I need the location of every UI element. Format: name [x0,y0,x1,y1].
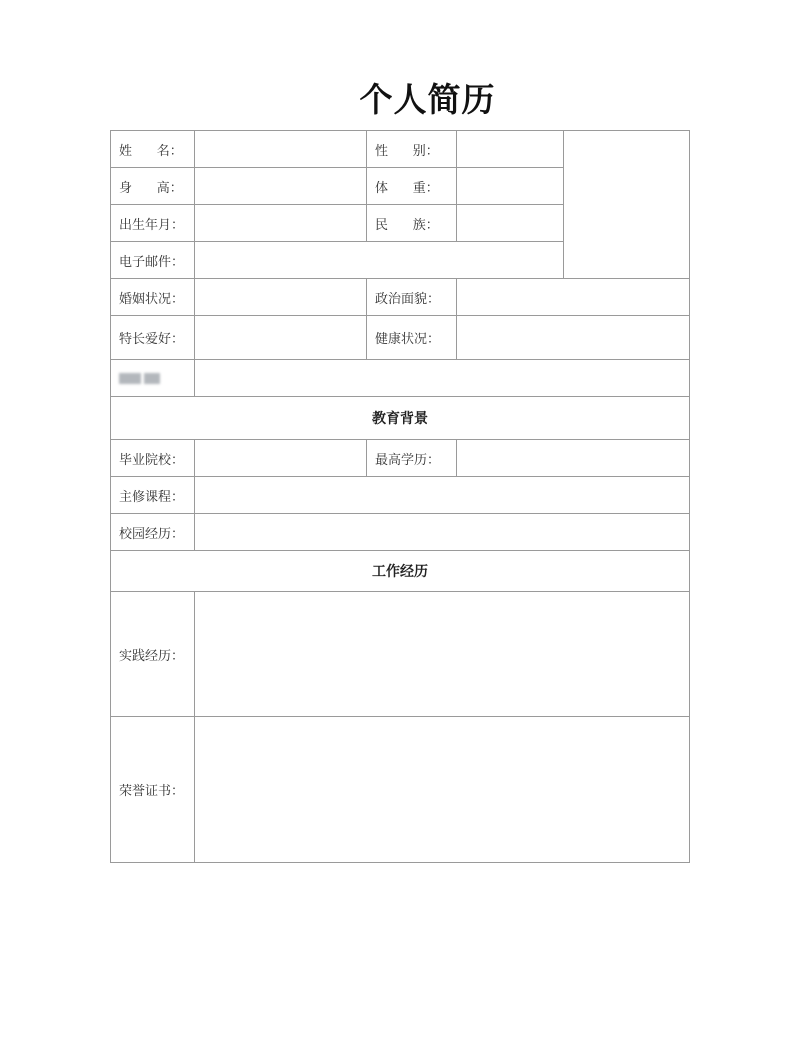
health-label: 健康状况： [366,315,457,360]
political-label: 政治面貌： [366,278,457,316]
honors-label: 荣誉证书： [110,716,195,863]
resume-title: 个人简历 [359,80,496,119]
marital-label: 婚姻状况： [110,278,195,316]
weight-field[interactable] [456,167,564,205]
school-label: 毕业院校： [110,439,195,477]
practice-field[interactable] [194,591,690,717]
hobby-field[interactable] [194,315,367,360]
education-header: 教育背景 [110,396,690,440]
degree-field[interactable] [456,439,690,477]
degree-label: 最高学历： [366,439,457,477]
height-field[interactable] [194,167,367,205]
birth-field[interactable] [194,204,367,242]
obscured-field[interactable] [194,359,690,397]
courses-label: 主修课程： [110,476,195,514]
redaction-mark [144,373,160,384]
height-label: 身 高： [110,167,195,205]
marital-field[interactable] [194,278,367,316]
photo-box[interactable] [563,130,690,279]
campus-field[interactable] [194,513,690,551]
campus-label: 校园经历： [110,513,195,551]
practice-label: 实践经历： [110,591,195,717]
weight-label: 体 重： [366,167,457,205]
health-field[interactable] [456,315,690,360]
redaction-mark [119,373,141,384]
name-label: 姓 名： [110,130,195,168]
political-field[interactable] [456,278,690,316]
email-field[interactable] [194,241,564,279]
ethnicity-field[interactable] [456,204,564,242]
hobby-label: 特长爱好： [110,315,195,360]
work-header: 工作经历 [110,550,690,592]
ethnicity-label: 民 族： [366,204,457,242]
school-field[interactable] [194,439,367,477]
honors-field[interactable] [194,716,690,863]
courses-field[interactable] [194,476,690,514]
birth-label: 出生年月： [110,204,195,242]
gender-label: 性 别： [366,130,457,168]
obscured-label [110,359,195,397]
name-field[interactable] [194,130,367,168]
gender-field[interactable] [456,130,564,168]
email-label: 电子邮件： [110,241,195,279]
